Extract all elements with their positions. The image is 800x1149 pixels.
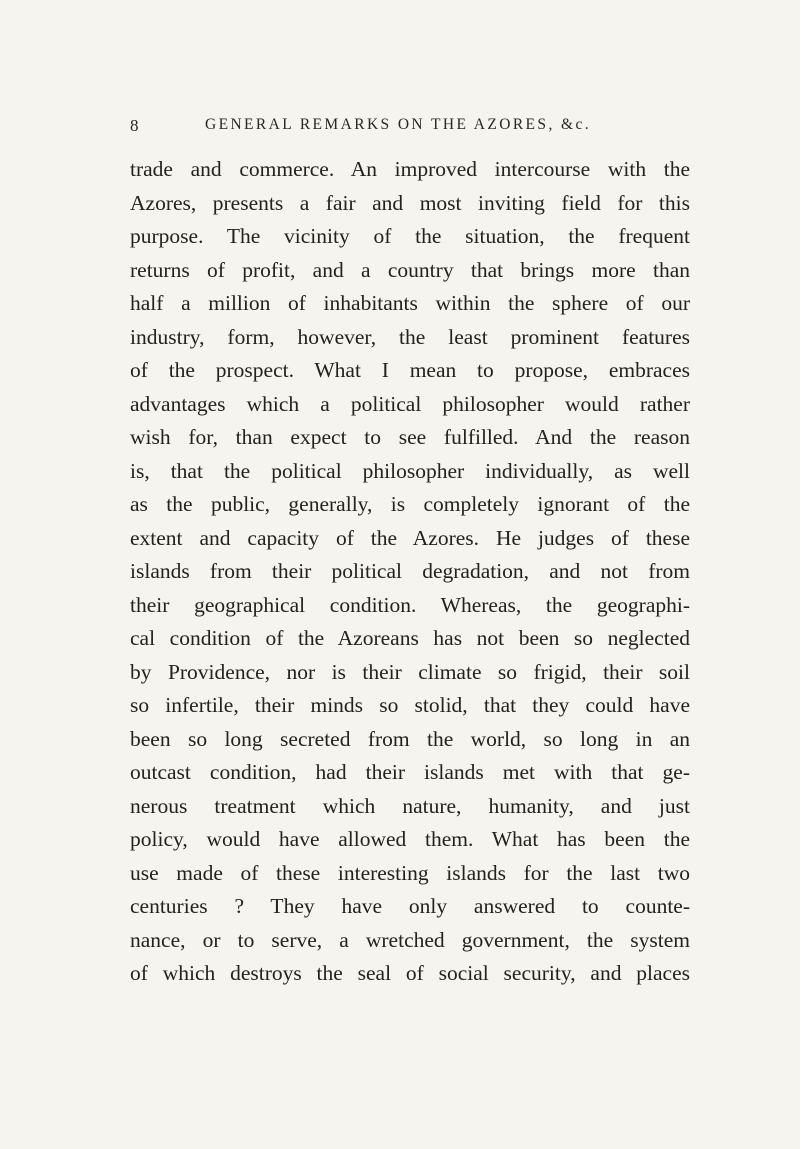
text-line: use made of these interesting islands for the last two bbox=[130, 860, 690, 885]
text-line: of which destroys the seal of social security, and places bbox=[130, 961, 690, 985]
running-title: GENERAL REMARKS ON THE AZORES, &c. bbox=[205, 116, 592, 133]
text-line: policy, would have allowed them. What has been the bbox=[130, 827, 690, 851]
text-line: islands from their political degradation, and not from bbox=[130, 559, 690, 583]
text-line: as the public, generally, is completely ignorant of the bbox=[130, 492, 690, 516]
text-line: returns of profit, and a country that brings more than bbox=[130, 257, 690, 282]
text-line: industry, form, however, the least prominent features bbox=[130, 324, 690, 349]
body-text bbox=[130, 153, 690, 991]
text-line: purpose. The vicinity of the situation, the frequent bbox=[130, 224, 690, 248]
text-line: nance, or to serve, a wretched government, the system bbox=[130, 927, 690, 952]
text-line: wish for, than expect to see fulfilled. And the reason bbox=[130, 425, 690, 449]
running-head bbox=[130, 116, 690, 144]
page-number: 8 bbox=[130, 116, 139, 135]
text-line: centuries ? They have only answered to counte- bbox=[130, 894, 690, 918]
text-line: their geographical condition. Whereas, the geographi- bbox=[130, 592, 690, 617]
text-line: outcast condition, had their islands met with that ge- bbox=[130, 760, 690, 784]
text-line: nerous treatment which nature, humanity, and just bbox=[130, 793, 690, 818]
text-line: by Providence, nor is their climate so frigid, their soil bbox=[130, 659, 690, 684]
text-line: so infertile, their minds so stolid, that they could have bbox=[130, 693, 690, 717]
text-line: of the prospect. What I mean to propose, embraces bbox=[130, 358, 690, 382]
text-line: half a million of inhabitants within the sphere of our bbox=[130, 291, 690, 315]
text-line: cal condition of the Azoreans has not been so neglected bbox=[130, 626, 690, 650]
text-line: Azores, presents a fair and most inviting field for this bbox=[130, 190, 690, 215]
text-line: trade and commerce. An improved intercourse with the bbox=[130, 157, 690, 181]
text-line: been so long secreted from the world, so long in an bbox=[130, 726, 690, 751]
text-line: is, that the political philosopher individually, as well bbox=[130, 458, 690, 483]
text-line: advantages which a political philosopher would rather bbox=[130, 391, 690, 416]
text-line: extent and capacity of the Azores. He judges of these bbox=[130, 525, 690, 550]
